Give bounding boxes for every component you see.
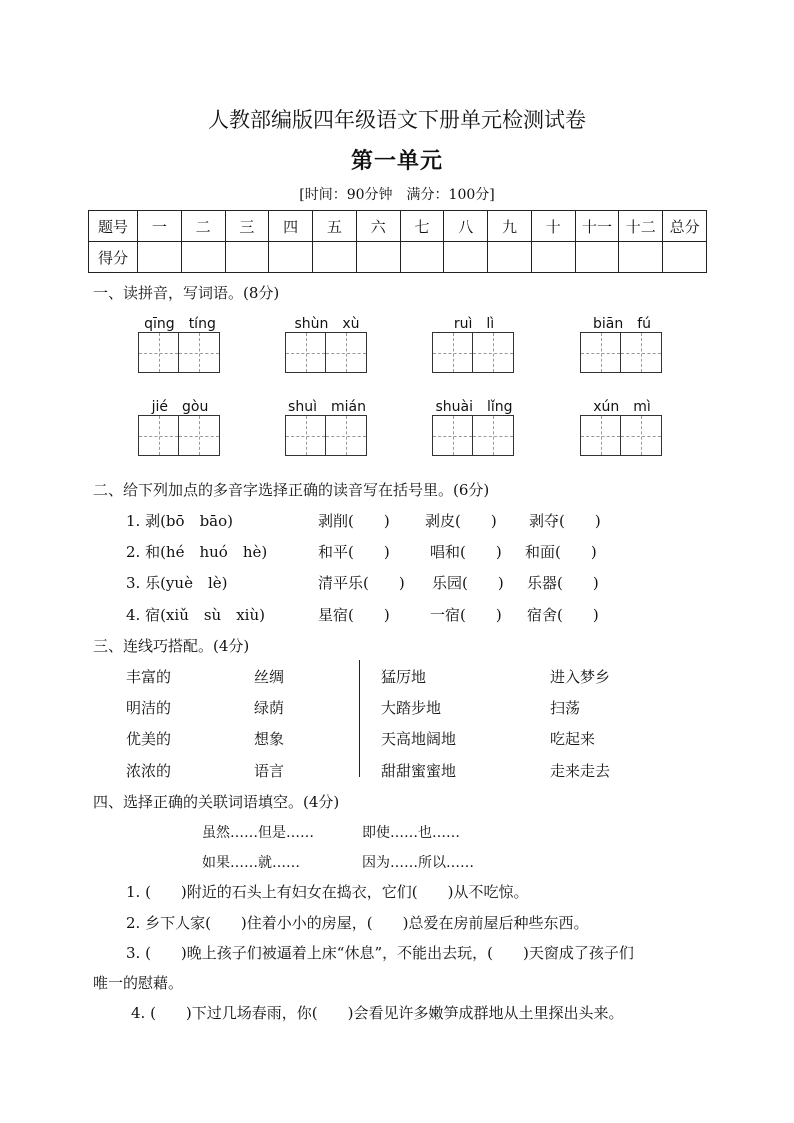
match-word[interactable]: 丝绸	[254, 668, 285, 686]
writing-grid[interactable]	[138, 415, 220, 456]
score-input-cell[interactable]	[225, 242, 269, 273]
match-word[interactable]: 走来走去	[550, 762, 611, 780]
polyphone-label: 1. 剥(bō bāo)	[126, 512, 233, 530]
match-word[interactable]: 大踏步地	[381, 699, 442, 717]
pinyin-label: jié gòu	[151, 399, 209, 415]
writing-grid[interactable]	[580, 332, 662, 373]
match-word[interactable]: 语言	[254, 762, 285, 780]
score-input-cell[interactable]	[181, 242, 225, 273]
section-3-title: 三、连线巧搭配。(4分)	[93, 637, 250, 655]
conjunction-option: 即使……也……	[362, 825, 460, 841]
polyphone-blank[interactable]: 星宿( )	[318, 606, 390, 624]
table-cell: 总分	[663, 211, 707, 242]
polyphone-blank[interactable]: 和面( )	[525, 543, 597, 561]
polyphone-blank[interactable]: 清平乐( )	[318, 574, 405, 592]
pinyin-label: ruì lì	[453, 316, 495, 332]
table-cell: 十二	[619, 211, 663, 242]
writing-grid[interactable]	[285, 332, 367, 373]
match-word[interactable]: 吃起来	[550, 730, 596, 748]
table-cell: 九	[488, 211, 532, 242]
conjunction-option: 因为……所以……	[362, 855, 474, 871]
section-4-title: 四、选择正确的关联词语填空。(4分)	[93, 793, 340, 811]
polyphone-blank[interactable]: 一宿( )	[430, 606, 502, 624]
time-info: [时间：90分钟 满分：100分]	[299, 187, 495, 203]
fill-question[interactable]: 1. ( )附近的石头上有妇女在捣衣，它们( )从不吃惊。	[126, 883, 529, 901]
score-input-cell[interactable]	[400, 242, 444, 273]
score-input-cell[interactable]	[138, 242, 182, 273]
polyphone-label: 4. 宿(xiǔ sù xiù)	[126, 606, 265, 624]
score-input-cell[interactable]	[269, 242, 313, 273]
conjunction-option: 虽然……但是……	[202, 825, 314, 841]
score-input-cell[interactable]	[575, 242, 619, 273]
writing-grid[interactable]	[138, 332, 220, 373]
match-word[interactable]: 想象	[254, 730, 285, 748]
polyphone-label: 2. 和(hé huó hè)	[126, 543, 268, 561]
pinyin-label: biān fú	[592, 316, 652, 332]
score-input-cell[interactable]	[531, 242, 575, 273]
polyphone-blank[interactable]: 乐园( )	[432, 574, 504, 592]
match-word[interactable]: 天高地阔地	[381, 730, 457, 748]
exam-title: 人教部编版四年级语文下册单元检测试卷	[208, 108, 586, 132]
table-cell: 七	[400, 211, 444, 242]
polyphone-blank[interactable]: 剥皮( )	[425, 512, 497, 530]
table-cell: 得分	[89, 242, 138, 273]
writing-grid[interactable]	[580, 415, 662, 456]
match-word[interactable]: 浓浓的	[126, 762, 172, 780]
match-word[interactable]: 明洁的	[126, 699, 172, 717]
match-word[interactable]: 绿荫	[254, 699, 285, 717]
table-cell: 十	[531, 211, 575, 242]
fill-question-continued: 唯一的慰藉。	[93, 974, 184, 992]
conjunction-option: 如果……就……	[202, 855, 300, 871]
table-cell: 题号	[89, 211, 138, 242]
section-2-title: 二、给下列加点的多音字选择正确的读音写在括号里。(6分)	[93, 481, 490, 499]
pinyin-label: qīng tíng	[144, 316, 216, 332]
score-input-cell[interactable]	[663, 242, 707, 273]
pinyin-label: xún mì	[593, 399, 651, 415]
table-cell: 五	[313, 211, 357, 242]
polyphone-blank[interactable]: 剥削( )	[318, 512, 390, 530]
polyphone-blank[interactable]: 和平( )	[318, 543, 390, 561]
table-cell: 一	[138, 211, 182, 242]
score-input-cell[interactable]	[356, 242, 400, 273]
score-input-cell[interactable]	[313, 242, 357, 273]
polyphone-label: 3. 乐(yuè lè)	[126, 574, 228, 592]
table-cell: 二	[181, 211, 225, 242]
table-cell: 六	[356, 211, 400, 242]
pinyin-label: shuì mián	[288, 399, 366, 415]
unit-title: 第一单元	[350, 148, 443, 174]
score-input-cell[interactable]	[619, 242, 663, 273]
match-word[interactable]: 甜甜蜜蜜地	[381, 762, 457, 780]
match-word[interactable]: 进入梦乡	[550, 668, 611, 686]
score-table-score-row	[89, 242, 707, 273]
polyphone-blank[interactable]: 剥夺( )	[529, 512, 601, 530]
polyphone-blank[interactable]: 唱和( )	[430, 543, 502, 561]
match-word[interactable]: 优美的	[126, 730, 172, 748]
pinyin-label: shuài lǐng	[435, 399, 513, 415]
column-divider	[359, 660, 360, 777]
pinyin-label: shùn xù	[294, 316, 360, 332]
table-cell: 八	[444, 211, 488, 242]
score-input-cell[interactable]	[488, 242, 532, 273]
match-word[interactable]: 丰富的	[126, 668, 172, 686]
fill-question[interactable]: 3. ( )晚上孩子们被逼着上床“休息”，不能出去玩，( )天窗成了孩子们	[126, 944, 634, 962]
table-cell: 三	[225, 211, 269, 242]
table-cell: 十一	[575, 211, 619, 242]
table-cell: 四	[269, 211, 313, 242]
score-table	[88, 210, 707, 273]
fill-question[interactable]: 2. 乡下人家( )住着小小的房屋，( )总爱在房前屋后种些东西。	[126, 914, 589, 932]
writing-grid[interactable]	[285, 415, 367, 456]
section-1-title: 一、读拼音，写词语。(8分)	[93, 284, 280, 302]
match-word[interactable]: 猛厉地	[381, 668, 427, 686]
polyphone-blank[interactable]: 宿舍( )	[527, 606, 599, 624]
match-word[interactable]: 扫荡	[550, 699, 581, 717]
writing-grid[interactable]	[432, 415, 514, 456]
fill-question[interactable]: 4. ( )下过几场春雨，你( )会看见许多嫩笋成群地从土里探出头来。	[131, 1004, 624, 1022]
writing-grid[interactable]	[432, 332, 514, 373]
polyphone-blank[interactable]: 乐器( )	[527, 574, 599, 592]
score-input-cell[interactable]	[444, 242, 488, 273]
score-table-header-row	[89, 211, 707, 242]
